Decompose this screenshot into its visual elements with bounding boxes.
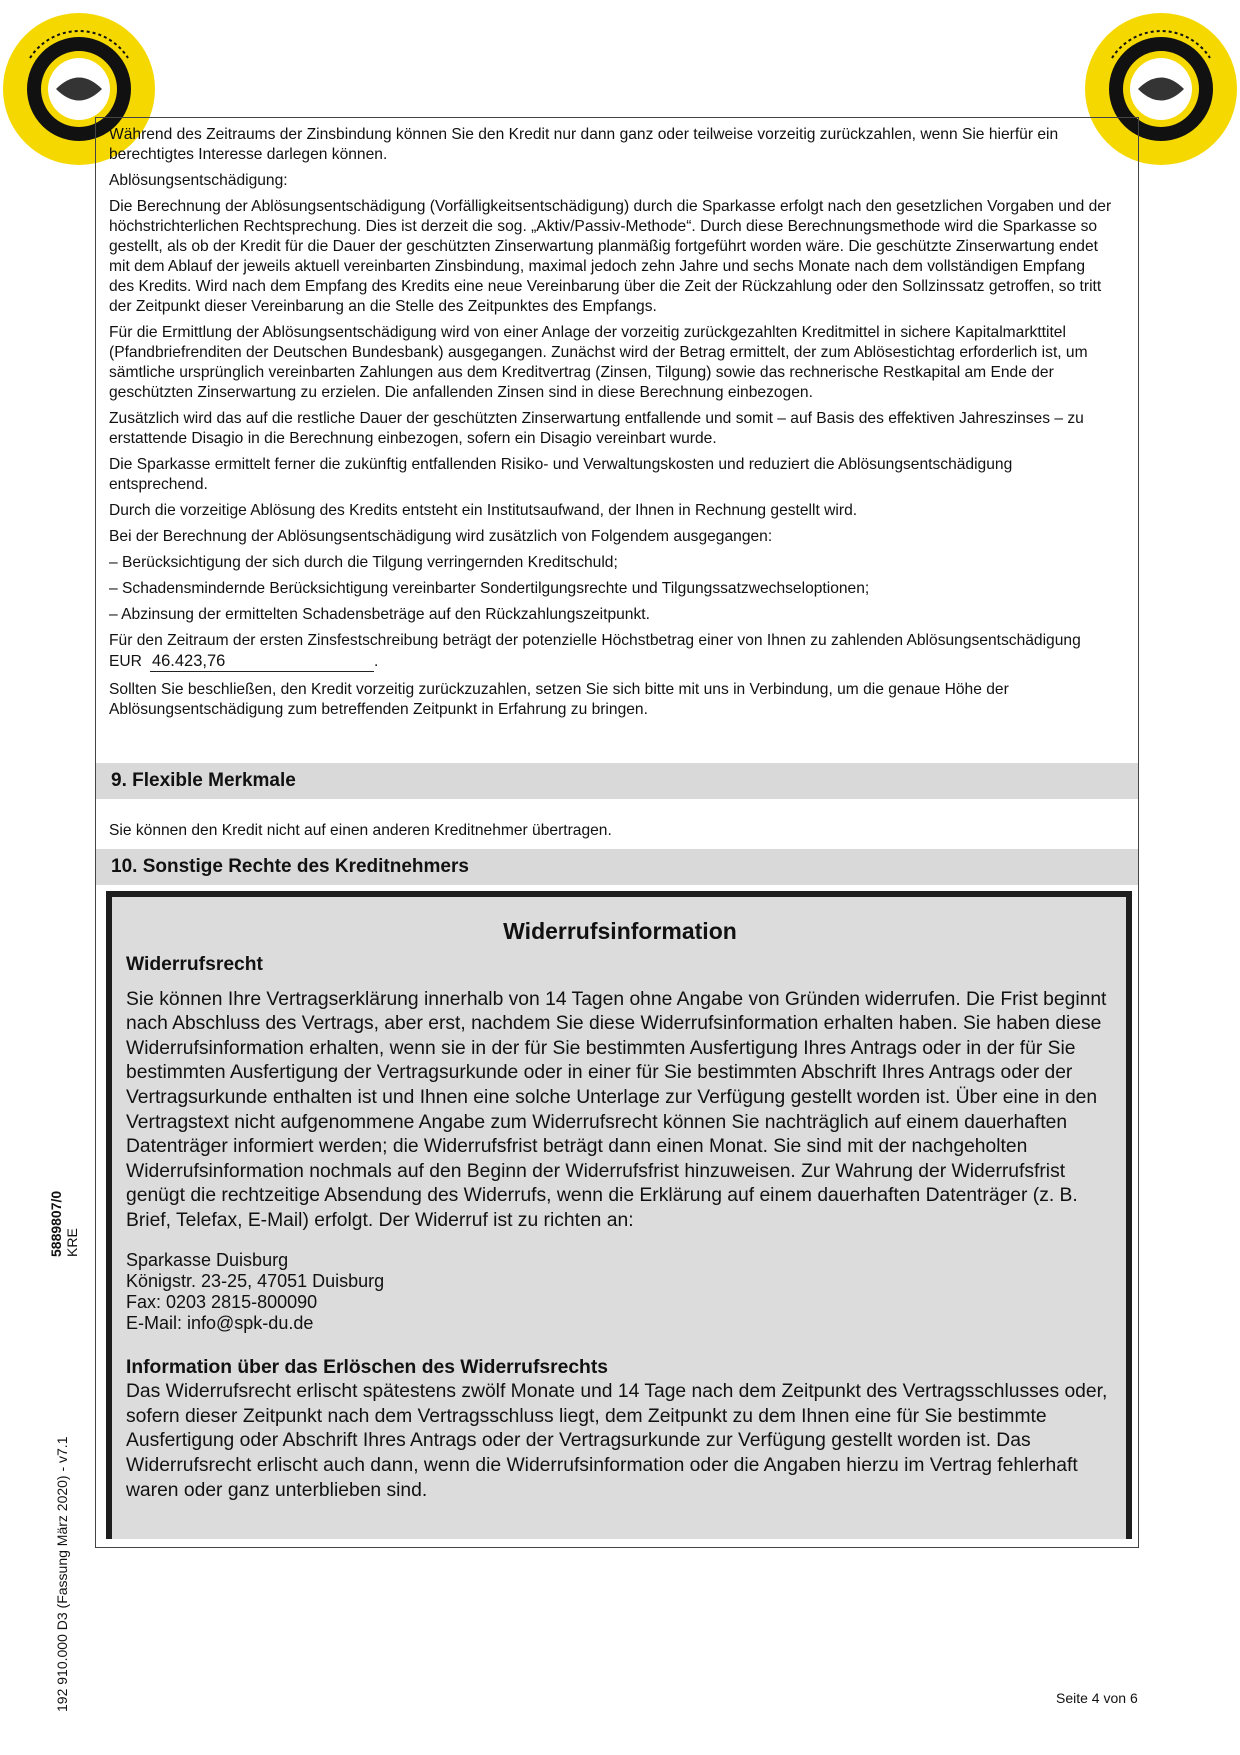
section-9-heading: 9. Flexible Merkmale	[96, 763, 1138, 799]
address-fax: Fax: 0203 2815-800090	[126, 1291, 318, 1312]
paragraph-contact: Sollten Sie beschließen, den Kredit vorzeitig zurückzuzahlen, setzen Sie sich bitte mit uns in Verbindung, um die genaue Höhe der Ablösungsentschädigung zum betreffenden Zeitpunkt in Erfahrung zu bringen.	[109, 681, 1009, 718]
margin-doc-code: 5889807/0	[48, 1190, 64, 1257]
widerrufsrecht-text: Sie können Ihre Vertragserklärung innerhalb von 14 Tagen ohne Angabe von Gründen widerrufen. Die Frist beginnt nach Abschluss des Vertrags, aber erst, nachdem Sie diese Widerrufsinformation erhalten haben. Sie haben diese Widerrufsinformation erhalten, wenn sie in der für Sie bestimmten Ausfertigung Ihres Antrags oder in der für Sie bestimmten Ausfertigung der Vertragsurkunde oder in einer für Sie bestimmten Abschrift Ihres Antrags oder der Vertragsurkunde enthalten ist und Ihnen eine solche Unterlage zur Verfügung gestellt worden ist. Über eine in den Vertragstext nicht aufgenommene Angabe zum Widerrufsrecht können Sie nachträglich auf einem dauerhaften Datenträger informiert werden; die Widerrufsfrist beträgt dann einen Monat. Sie sind mit der nachgeholten Widerrufsinformation nochmals auf den Beginn der Widerrufsfrist hinzuweisen. Zur Wahrung der Widerrufsfrist genügt die rechtzeitige Absendung des Widerrufs, wenn die Erklärung auf einem dauerhaften Datenträger (z. B. Brief, Telefax, E-Mail) erfolgt. Der Widerruf ist zu richten an:	[126, 988, 1107, 1231]
paragraph-disagio: Zusätzlich wird das auf die restliche Dauer der geschützten Zinserwartung entfallende und somit – auf Basis des effektiven Jahreszinses – zu erstattende Disagio in die Berechnung einbezogen, sofern ein Disagio vereinbart wurde.	[109, 410, 1084, 447]
section-10-heading: 10. Sonstige Rechte des Kreditnehmers	[96, 849, 1138, 885]
paragraph-max-amount	[109, 631, 1114, 672]
paragraph-capital-market: Für die Ermittlung der Ablösungsentschädigung wird von einer Anlage der vorzeitig zurückgezahlten Kreditmittel in sichere Kapitalmarkttitel (Pfandbriefrenditen der Deutschen Bundesbank) ausgegangen. Zunächst wird der Betrag ermittelt, der zum Ablösestichtag erforderlich ist, um sämtliche ursprünglich vereinbarten Zahlungen aus dem Kreditvertrag (Zinsen, Tilgung) sowie das rechnerische Restkapital am Ende der geschützten Zinserwartung zu erzielen. Die anfallenden Zinsen sind in diese Berechnung einbezogen.	[109, 324, 1088, 401]
paragraph-calculation: Die Berechnung der Ablösungsentschädigung (Vorfälligkeitsentschädigung) durch die Sparkasse erfolgt nach den gesetzlichen Vorgaben und der höchstrichterlichen Rechtsprechung. Dies ist derzeit die sog. „Aktiv/Passiv-Methode“. Durch diese Berechnungsmethode wird die Sparkasse so gestellt, als ob der Kredit für die Dauer der geschützten Zinserwartung planmäßig fortgeführt worden wäre. Die geschützte Zinserwartung endet mit dem Ablauf der jeweils aktuell vereinbarten Zinsbindung, maximal jedoch zehn Jahre und sechs Monate nach dem vollständigen Empfang des Kredits. Wird nach dem Empfang des Kredits eine neue Vereinbarung über die Zeit der Rückzahlung oder den Sollzinssatz getroffen, so tritt der Zeitpunkt dieser Vereinbarung an die Stelle des Zeitpunktes des Empfangs.	[109, 198, 1112, 315]
paragraph-assumptions: Bei der Berechnung der Ablösungsentschädigung wird zusätzlich von Folgendem ausgegangen:	[109, 528, 773, 545]
paragraph-institution-costs: Durch die vorzeitige Ablösung des Kredits entsteht ein Institutsaufwand, der Ihnen in Rechnung gestellt wird.	[109, 502, 858, 519]
revocation-address	[126, 1250, 1114, 1334]
section-9-text: Sie können den Kredit nicht auf einen anderen Kreditnehmer übertragen.	[109, 822, 612, 839]
widerrufsrecht-heading: Widerrufsrecht	[126, 954, 263, 975]
max-amount-value: 46.423,76	[150, 651, 374, 672]
repayment-section	[109, 125, 1114, 726]
list-item: – Schadensmindernde Berücksichtigung vereinbarter Sondertilgungsrechte und Tilgungssatzwechseloptionen;	[109, 580, 870, 597]
address-email: E-Mail: info@spk-du.de	[126, 1312, 314, 1333]
max-amount-text: Für den Zeitraum der ersten Zinsfestschreibung beträgt der potenzielle Höchstbetrag einer von Ihnen zu zahlenden Ablösungsentschädigung EUR	[109, 632, 1081, 670]
address-street: Königstr. 23-25, 47051 Duisburg	[126, 1270, 385, 1291]
list-item: – Berücksichtigung der sich durch die Tilgung verringernden Kreditschuld;	[109, 554, 618, 571]
expiry-heading: Information über das Erlöschen des Widerrufsrechts	[126, 1356, 608, 1378]
margin-form-version: 192 910.000 D3 (Fassung März 2020) - v7.1	[54, 1436, 70, 1712]
address-name: Sparkasse Duisburg	[126, 1249, 289, 1270]
paragraph-early-repayment: Während des Zeitraums der Zinsbindung können Sie den Kredit nur dann ganz oder teilweise vorzeitig zurückzahlen, wenn Sie hierfür ein berechtigtes Interesse darlegen können.	[109, 126, 1059, 163]
list-item: – Abzinsung der ermittelten Schadensbeträge auf den Rückzahlungszeitpunkt.	[109, 606, 650, 623]
widerruf-title: Widerrufsinformation	[503, 918, 737, 944]
paragraph-label: Ablösungsentschädigung:	[109, 172, 288, 189]
page-number: Seite 4 von 6	[1056, 1690, 1138, 1706]
paragraph-risk-costs: Die Sparkasse ermittelt ferner die zukünftig entfallenden Risiko- und Verwaltungskosten und reduziert die Ablösungsentschädigung entsprechend.	[109, 456, 1013, 493]
margin-doc-type: KRE	[64, 1228, 80, 1257]
max-amount-period: .	[373, 653, 379, 670]
widerruf-box	[106, 891, 1132, 1539]
expiry-text: Das Widerrufsrecht erlischt spätestens zwölf Monate und 14 Tage nach dem Zeitpunkt des Vertragsschlusses oder, sofern dieser Zeitpunkt nach dem Vertragsschluss liegt, dem Zeitpunkt zu dem Ihnen eine für Sie bestimmte Ausfertigung oder Abschrift Ihres Antrags oder der Vertragsurkunde zur Verfügung gestellt worden ist. Das Widerrufsrecht erlischt auch dann, wenn die Widerrufsinformation oder die Angaben hierzu im Vertrag fehlerhaft waren oder ganz unterblieben sind.	[126, 1381, 1108, 1501]
